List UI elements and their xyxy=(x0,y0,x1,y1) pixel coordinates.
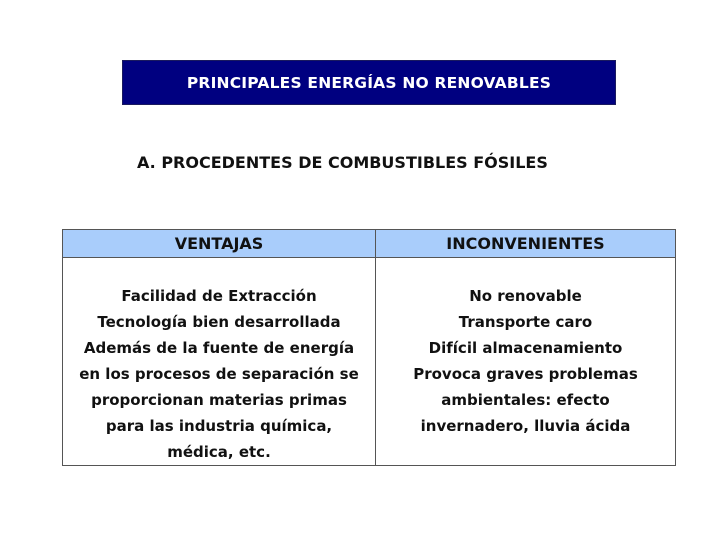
section-heading: A. PROCEDENTES DE COMBUSTIBLES FÓSILES xyxy=(137,153,548,172)
ventajas-cell xyxy=(63,258,376,466)
inconveniente-item: ambientales: efecto xyxy=(441,391,610,409)
comparison-table xyxy=(62,229,676,466)
header-inconvenientes: INCONVENIENTES xyxy=(376,230,676,258)
inconveniente-item: invernadero, lluvia ácida xyxy=(420,417,631,435)
ventaja-item: médica, etc. xyxy=(167,443,271,461)
ventaja-item: proporcionan materias primas xyxy=(91,391,347,409)
inconveniente-item: Difícil almacenamiento xyxy=(428,339,623,357)
inconveniente-item: Provoca graves problemas xyxy=(413,365,638,383)
ventaja-item: en los procesos de separación se xyxy=(79,365,359,383)
inconveniente-item: Transporte caro xyxy=(458,313,593,331)
ventaja-item: Tecnología bien desarrollada xyxy=(97,313,341,331)
table-row xyxy=(63,258,676,466)
inconvenientes-cell xyxy=(376,258,676,466)
ventaja-item: Facilidad de Extracción xyxy=(121,287,317,305)
ventaja-item: Además de la fuente de energía xyxy=(83,339,355,357)
ventaja-item: para las industria química, xyxy=(105,417,333,435)
header-ventajas: VENTAJAS xyxy=(63,230,376,258)
table-header-row xyxy=(63,230,676,258)
page-title: PRINCIPALES ENERGÍAS NO RENOVABLES xyxy=(186,73,552,92)
inconveniente-item: No renovable xyxy=(469,287,582,305)
title-banner xyxy=(122,60,616,105)
